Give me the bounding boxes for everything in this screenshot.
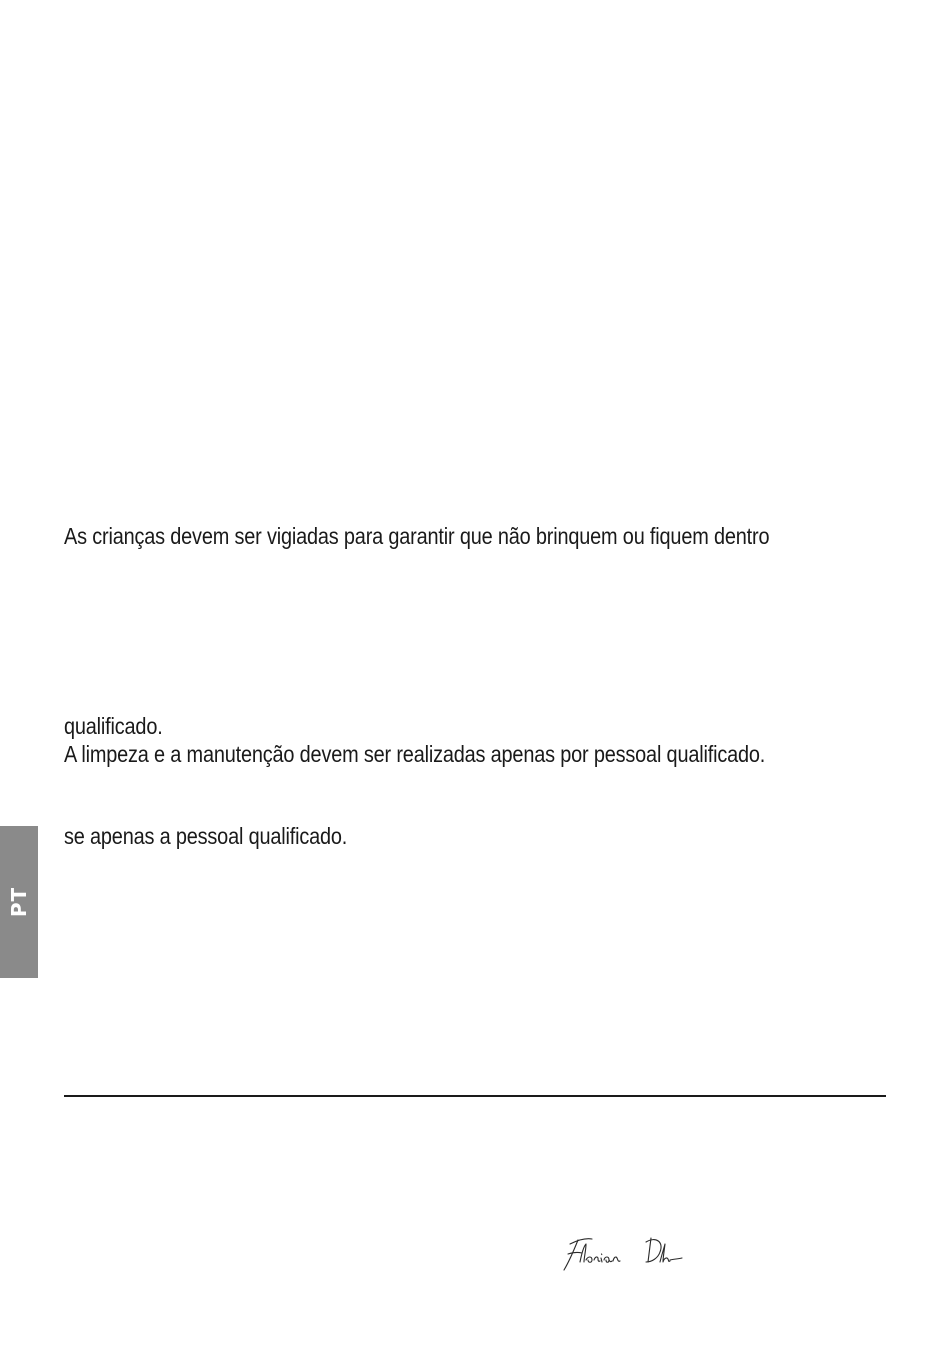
paragraph-line: As crianças devem ser vigiadas para garantir que não brinquem ou fiquem dentro [64, 523, 770, 549]
horizontal-divider [64, 1095, 886, 1097]
signature-icon [560, 1232, 685, 1274]
paragraph-line: qualificado. [64, 713, 163, 739]
language-tab [0, 826, 38, 978]
paragraph-line: se apenas a pessoal qualificado. [64, 823, 348, 849]
paragraph-line: A limpeza e a manutenção devem ser realizadas apenas por pessoal qualificado. [64, 741, 766, 767]
language-tab-label: PT [7, 886, 31, 918]
